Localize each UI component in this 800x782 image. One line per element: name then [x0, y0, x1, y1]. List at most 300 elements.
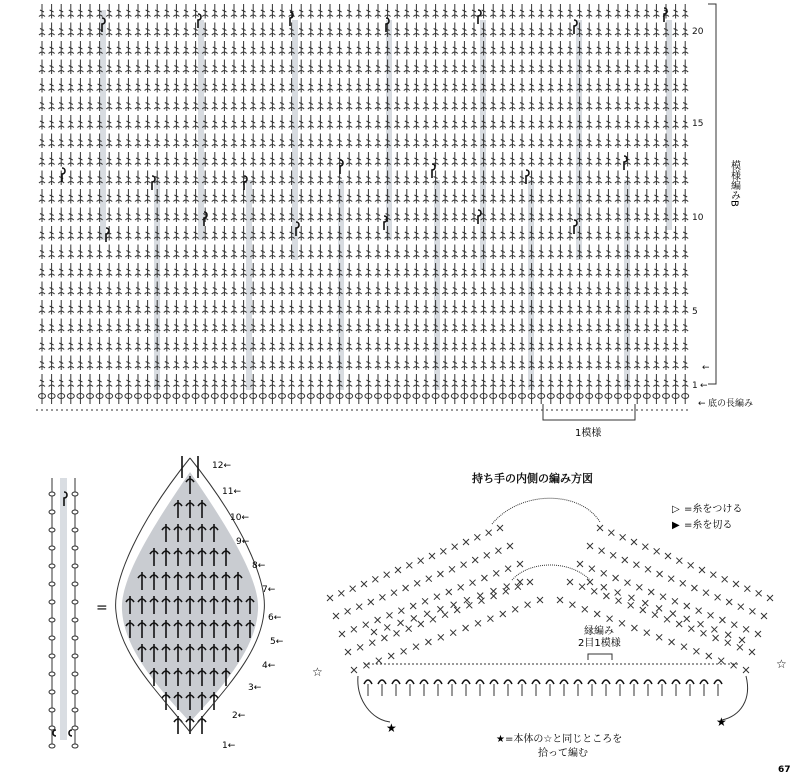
- repeat-bracket: [543, 404, 635, 420]
- stitch-column: [404, 4, 410, 389]
- handle-stitch-inner-right: [698, 621, 704, 627]
- handle-stitch-right: [664, 616, 670, 622]
- stitch-column: [39, 4, 45, 389]
- edge-picot: [560, 680, 568, 684]
- strip-loop: [49, 564, 55, 568]
- handle-stitch-left: [452, 544, 458, 550]
- handle-stitch-left: [376, 658, 382, 664]
- stitch-column: [58, 4, 64, 389]
- handle-stitch-right: [599, 548, 605, 554]
- strip-chart: [49, 478, 108, 748]
- stitch-column: [615, 4, 621, 389]
- handle-stitch-left: [410, 603, 416, 609]
- handle-stitch-right: [640, 607, 646, 613]
- handle-stitch-left: [440, 548, 446, 554]
- handle-stitch-left: [422, 598, 428, 604]
- handle-stitch-right: [708, 612, 714, 618]
- edge-picot: [420, 680, 428, 684]
- handle-stitch-left: [463, 539, 469, 545]
- leaf-row-label: 12←: [212, 461, 231, 471]
- handle-stitch-right: [706, 653, 712, 659]
- handle-stitch-right: [733, 581, 739, 587]
- handle-stitch-right: [696, 608, 702, 614]
- handle-stitch-right: [644, 630, 650, 636]
- leaf-row-label: 9←: [236, 537, 250, 547]
- hook-mark: [62, 168, 65, 182]
- handle-stitch-inner-left: [371, 629, 377, 635]
- stitch-column: [106, 4, 112, 389]
- handle-stitch-left: [333, 613, 339, 619]
- handle-stitch-inner-left: [451, 602, 457, 608]
- handle-stitch-right: [761, 613, 767, 619]
- strip-loop: [49, 744, 55, 748]
- handle-stitch-inner-left: [411, 615, 417, 621]
- handle-stitch-right: [676, 621, 682, 627]
- main-chart-stitch-columns: [39, 4, 688, 389]
- stitch-column: [519, 4, 525, 389]
- handle-stitch-inner-right: [642, 600, 648, 606]
- handle-stitch-left: [361, 581, 367, 587]
- stitch-column: [442, 4, 448, 389]
- handle-stitch-right: [557, 597, 563, 603]
- handle-stitch-left: [356, 604, 362, 610]
- handle-stitch-right: [676, 558, 682, 564]
- shade-band: [624, 180, 630, 390]
- edge-picot: [504, 680, 512, 684]
- handle-top-arch: [492, 498, 600, 524]
- strip-loop: [49, 636, 55, 640]
- handle-stitch-right: [681, 644, 687, 650]
- hook-mark: [340, 160, 343, 174]
- handle-stitch-right: [587, 543, 593, 549]
- handle-stitch-right: [607, 616, 613, 622]
- handle-stitch-left: [403, 585, 409, 591]
- stitch-column: [586, 4, 592, 389]
- handle-stitch-left: [350, 586, 356, 592]
- handle-stitch-left: [425, 639, 431, 645]
- shade-band: [528, 180, 534, 390]
- strip-loop: [72, 618, 78, 622]
- stitch-column: [317, 4, 323, 389]
- row-arrow: ←: [702, 363, 710, 373]
- handle-stitch-left: [517, 561, 523, 567]
- strip-loop: [49, 546, 55, 550]
- handle-stitch-left: [363, 622, 369, 628]
- handle-stitch-right: [693, 648, 699, 654]
- handle-stitch-left: [372, 576, 378, 582]
- handle-stitch-left: [484, 552, 490, 558]
- handle-stitch-right: [616, 598, 622, 604]
- handle-stitch-right: [749, 608, 755, 614]
- handle-stitch-left: [429, 553, 435, 559]
- strip-loop: [49, 510, 55, 514]
- handle-stitch-left: [438, 634, 444, 640]
- stitch-column: [365, 4, 371, 389]
- handle-stitch-left: [500, 611, 506, 617]
- stitch-column: [673, 4, 679, 389]
- edge-picot: [448, 680, 456, 684]
- strip-loop: [49, 582, 55, 586]
- handle-stitch-left: [363, 662, 369, 668]
- row-label-15: 15: [692, 119, 704, 129]
- edge-picot: [364, 680, 372, 684]
- stitch-column: [634, 4, 640, 389]
- handle-stitch-right: [642, 544, 648, 550]
- pattern-bracket: [708, 4, 716, 384]
- handle-stitch-right: [608, 530, 614, 536]
- handle-stitch-rows: [327, 525, 773, 696]
- hook-mark: [106, 228, 109, 242]
- handle-stitch-right: [672, 598, 678, 604]
- stitch-column: [461, 4, 467, 389]
- strip-loop: [49, 492, 55, 496]
- handle-stitch-left: [386, 612, 392, 618]
- stitch-column: [557, 4, 563, 389]
- handle-stitch-left: [537, 597, 543, 603]
- stitch-column: [548, 4, 554, 389]
- strip-loop: [72, 528, 78, 532]
- main-chart-base-row: [36, 388, 690, 410]
- handle-stitch-left: [406, 626, 412, 632]
- shade-band: [386, 20, 392, 240]
- stitch-column: [596, 4, 602, 389]
- handle-stitch-left: [345, 649, 351, 655]
- handle-stitch-right: [569, 602, 575, 608]
- handle-stitch-right: [636, 584, 642, 590]
- edge-picot: [434, 680, 442, 684]
- legend-cut-text: =糸を切る: [684, 520, 733, 531]
- handle-stitch-right: [610, 552, 616, 558]
- edge-picot: [588, 680, 596, 684]
- handle-stitch-left: [512, 606, 518, 612]
- handle-stitch-left: [338, 590, 344, 596]
- handle-stitch-left: [418, 621, 424, 627]
- handle-stitch-left: [461, 562, 467, 568]
- leaf-row-label: 11←: [222, 487, 241, 497]
- handle-stitch-right: [738, 604, 744, 610]
- handle-stitch-left: [497, 525, 503, 531]
- stitch-column: [135, 4, 141, 389]
- handle-stitch-inner-left: [424, 611, 430, 617]
- handle-stitch-inner-right: [587, 579, 593, 585]
- stitch-column: [308, 4, 314, 389]
- stitch-column: [221, 4, 227, 389]
- handle-stitch-right: [688, 626, 694, 632]
- handle-stitch-inner-right: [656, 605, 662, 611]
- leaf-row-label: 8←: [252, 561, 266, 571]
- stitch-column: [145, 4, 151, 389]
- handle-stitch-right: [755, 631, 761, 637]
- handle-stitch-right: [633, 562, 639, 568]
- handle-stitch-right: [577, 561, 583, 567]
- handle-stitch-left: [446, 589, 452, 595]
- stitch-column: [193, 4, 199, 389]
- stitch-column: [490, 4, 496, 389]
- legend-cut-symbol: ▶: [672, 520, 680, 531]
- handle-stitch-right: [582, 606, 588, 612]
- handle-stitch-left: [406, 562, 412, 568]
- handle-stitch-right: [669, 639, 675, 645]
- handle-stitch-left: [345, 608, 351, 614]
- handle-stitch-right: [628, 602, 634, 608]
- handle-stitch-left: [369, 640, 375, 646]
- handle-stitch-right: [710, 572, 716, 578]
- stitch-column: [116, 4, 122, 389]
- edge-picot: [406, 680, 414, 684]
- shade-band: [338, 180, 344, 390]
- handle-stitch-left: [379, 594, 385, 600]
- handle-stitch-left: [434, 594, 440, 600]
- stitch-column: [87, 4, 93, 389]
- handle-stitch-right: [624, 580, 630, 586]
- stitch-column: [500, 4, 506, 389]
- strip-loop: [72, 708, 78, 712]
- leaf-row-label: 5←: [270, 637, 284, 647]
- handle-stitch-right: [725, 640, 731, 646]
- handle-stitch-inner-right: [725, 632, 731, 638]
- strip-loop: [72, 600, 78, 604]
- stitch-column: [49, 4, 55, 389]
- handle-stitch-left: [463, 625, 469, 631]
- handle-stitch-right: [731, 662, 737, 668]
- stitch-column: [212, 4, 218, 389]
- handle-stitch-right: [597, 525, 603, 531]
- handle-stitch-right: [713, 635, 719, 641]
- handle-stitch-right: [688, 562, 694, 568]
- handle-stitch-left: [391, 590, 397, 596]
- strip-shading: [60, 478, 67, 740]
- edge-picot: [476, 680, 484, 684]
- handle-stitch-left: [437, 571, 443, 577]
- strip-loop: [49, 618, 55, 622]
- handle-stitch-left: [368, 599, 374, 605]
- handle-stitch-right: [645, 566, 651, 572]
- hook-mark: [432, 164, 435, 178]
- handle-stitch-left: [449, 566, 455, 572]
- handle-stitch-right: [619, 620, 625, 626]
- handle-stitch-right: [718, 658, 724, 664]
- strip-loop: [49, 528, 55, 532]
- handle-inner-arch: [512, 565, 590, 580]
- leaf-chart: [116, 456, 284, 751]
- handle-stitch-left: [357, 644, 363, 650]
- edge-picot: [378, 680, 386, 684]
- leaf-row-label: 1←: [222, 741, 236, 751]
- handle-stitch-left: [381, 635, 387, 641]
- strip-loop: [72, 690, 78, 694]
- handle-stitch-right: [656, 634, 662, 640]
- handle-stitch-left: [398, 608, 404, 614]
- strip-loop: [72, 672, 78, 676]
- handle-stitch-left: [505, 566, 511, 572]
- handle-stitch-right: [591, 588, 597, 594]
- strip-loop: [72, 582, 78, 586]
- handle-stitch-right: [680, 580, 686, 586]
- stitch-column: [644, 4, 650, 389]
- stitch-column: [682, 4, 688, 389]
- edge-picot: [462, 680, 470, 684]
- handle-stitch-right: [700, 630, 706, 636]
- stitch-column: [327, 4, 333, 389]
- handle-stitch-left: [478, 598, 484, 604]
- handle-stitch-left: [430, 616, 436, 622]
- strip-loop: [49, 654, 55, 658]
- handle-stitch-right: [620, 534, 626, 540]
- handle-stitch-right: [622, 557, 628, 563]
- strip-loop: [72, 564, 78, 568]
- equals-sign: =: [96, 600, 108, 616]
- stitch-column: [538, 4, 544, 389]
- stitch-column: [413, 4, 419, 389]
- handle-stitch-left: [426, 576, 432, 582]
- leaf-row-label: 3←: [248, 683, 262, 693]
- stitch-column: [125, 4, 131, 389]
- row-label-10: 10: [692, 213, 704, 223]
- handle-stitch-inner-right: [601, 584, 607, 590]
- edge-picot: [518, 680, 526, 684]
- strip-loop: [49, 672, 55, 676]
- edge-picot: [532, 680, 540, 684]
- handle-stitch-left: [351, 667, 357, 673]
- handle-stitch-right: [657, 571, 663, 577]
- leaf-row-label: 4←: [262, 661, 276, 671]
- edge-picot: [574, 680, 582, 684]
- handle-stitch-left: [414, 580, 420, 586]
- stitch-column: [279, 4, 285, 389]
- edge-picot: [490, 680, 498, 684]
- handle-stitch-right: [652, 612, 658, 618]
- handle-stitch-left: [527, 579, 533, 585]
- shade-band: [666, 20, 672, 230]
- handle-stitch-left: [525, 602, 531, 608]
- handle-stitch-right: [603, 593, 609, 599]
- handle-stitch-right: [715, 594, 721, 600]
- stitch-column: [394, 4, 400, 389]
- handle-stitch-inner-right: [711, 626, 717, 632]
- stitch-column: [653, 4, 659, 389]
- handle-stitch-left: [493, 570, 499, 576]
- leaf-row-label: 7←: [262, 585, 276, 595]
- handle-stitch-inner-left: [398, 620, 404, 626]
- handle-stitch-left: [394, 630, 400, 636]
- handle-stitch-inner-right: [615, 590, 621, 596]
- stitch-column: [509, 4, 515, 389]
- strip-hook: [69, 730, 72, 736]
- handle-stitch-left: [486, 530, 492, 536]
- handle-stitch-right: [631, 539, 637, 545]
- stitch-column: [164, 4, 170, 389]
- handle-stitch-right: [722, 576, 728, 582]
- handle-stitch-right: [654, 548, 660, 554]
- edge-picot: [602, 680, 610, 684]
- handle-stitch-left: [327, 595, 333, 601]
- handle-stitch-inner-left: [437, 606, 443, 612]
- main-chart: [36, 4, 753, 439]
- handle-stitch-right: [601, 570, 607, 576]
- handle-stitch-right: [684, 603, 690, 609]
- edge-picot: [616, 680, 624, 684]
- handle-stitch-right: [579, 584, 585, 590]
- handle-stitch-right: [743, 667, 749, 673]
- stitch-column: [77, 4, 83, 389]
- handle-stitch-inner-right: [739, 637, 745, 643]
- handle-stitch-right: [567, 579, 573, 585]
- handle-stitch-left: [495, 548, 501, 554]
- handle-stitch-right: [731, 622, 737, 628]
- handle-stitch-left: [472, 557, 478, 563]
- handle-stitch-right: [737, 644, 743, 650]
- handle-stitch-left: [375, 617, 381, 623]
- stitch-column: [423, 4, 429, 389]
- handle-stitch-right: [631, 625, 637, 631]
- handle-chart-title: 持ち手の内側の編み方図: [472, 472, 593, 485]
- stitch-column: [346, 4, 352, 389]
- handle-stitch-inner-left: [477, 593, 483, 599]
- leaf-row-label: 10←: [230, 513, 249, 523]
- repeat-label: 1模様: [575, 428, 602, 439]
- strip-loop: [49, 690, 55, 694]
- strip-loop: [49, 708, 55, 712]
- handle-stitch-left: [413, 644, 419, 650]
- strip-hook: [53, 730, 56, 736]
- shade-band: [292, 20, 298, 260]
- base-label: 底の長編み: [708, 399, 754, 409]
- handle-chart: [312, 471, 787, 759]
- handle-stitch-inner-right: [670, 611, 676, 617]
- stitch-column: [452, 4, 458, 389]
- stitch-column: [231, 4, 237, 389]
- handle-stitch-left: [458, 584, 464, 590]
- handle-stitch-left: [384, 572, 390, 578]
- edge-picot: [392, 680, 400, 684]
- handle-stitch-right: [726, 599, 732, 605]
- handle-stitch-left: [507, 543, 513, 549]
- shade-band: [246, 180, 252, 390]
- handle-stitch-inner-right: [628, 595, 634, 601]
- stitch-column: [68, 4, 74, 389]
- stitch-column: [567, 4, 573, 389]
- strip-loop: [49, 600, 55, 604]
- handle-stitch-right: [767, 595, 773, 601]
- stitch-column: [173, 4, 179, 389]
- handle-stitch-right: [668, 576, 674, 582]
- handle-stitch-right: [756, 590, 762, 596]
- handle-stitch-right: [703, 590, 709, 596]
- stitch-column: [298, 4, 304, 389]
- handle-stitch-right: [660, 594, 666, 600]
- pattern-label: 模様編みB: [728, 160, 740, 207]
- handle-stitch-right: [691, 585, 697, 591]
- strip-loop: [72, 546, 78, 550]
- handle-stitch-right: [744, 586, 750, 592]
- legend-attach-text: =糸をつける: [684, 504, 743, 515]
- handle-stitch-inner-left: [384, 624, 390, 630]
- stitch-column: [241, 4, 247, 389]
- shade-band: [100, 10, 106, 240]
- handle-stitch-right: [749, 649, 755, 655]
- handle-stitch-left: [487, 616, 493, 622]
- strip-loop: [72, 654, 78, 658]
- stitch-column: [269, 4, 275, 389]
- handle-stitch-left: [475, 620, 481, 626]
- stitch-column: [471, 4, 477, 389]
- stitch-column: [183, 4, 189, 389]
- handle-stitch-right: [613, 575, 619, 581]
- row-label-5: 5: [692, 307, 698, 317]
- row-label-1: 1: [692, 381, 698, 391]
- base-arrow: ←: [698, 399, 706, 409]
- row-label-20: 20: [692, 27, 704, 37]
